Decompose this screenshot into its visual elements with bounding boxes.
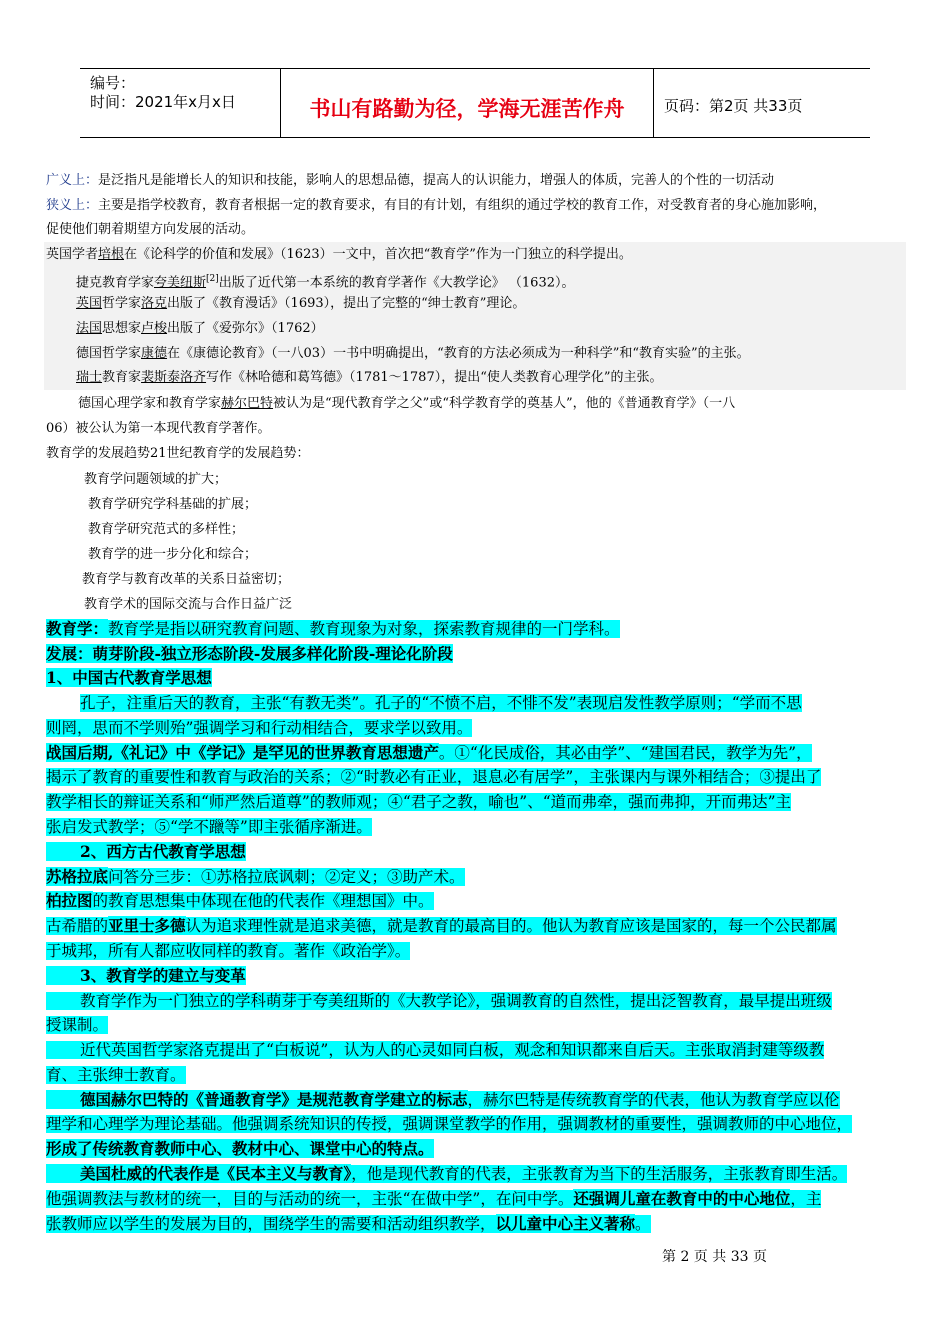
trend-item: 教育学研究范式的多样性； (88, 522, 245, 537)
paragraph-line: 授课制。 (46, 1016, 109, 1034)
development-stages: 发展：萌芽阶段-独立形态阶段-发展多样化阶段-理论化阶段 (46, 644, 453, 663)
broad-term: 广义上： (46, 173, 99, 188)
header-motto: 书山有路勤为径，学海无涯苦作舟 (309, 97, 625, 121)
section-heading-2: 2、西方古代教育学思想 (46, 841, 246, 863)
paragraph-line: 近代英国哲学家洛克提出了“白板说”，认为人的心灵如同白板，观念和知识都来自后天。主张取消封建等级教 (46, 1039, 824, 1061)
link-comenius[interactable]: 夸美纽斯 (154, 275, 207, 291)
trend-item: 教育学问题领域的扩大； (84, 472, 228, 487)
trend-item: 教育学术的国际交流与合作日益广泛 (84, 597, 293, 612)
link-rousseau[interactable]: 卢梭 (141, 321, 168, 336)
paragraph-line: 美国杜威的代表作是《民本主义与教育》，他是现代教育的代表，主张教育为当下的生活服务，主张教育即生活。 (46, 1163, 847, 1185)
history-rousseau: 法国思想家卢梭出版了《爱弥尔》（1762） (76, 321, 324, 336)
link-france[interactable]: 法国 (76, 321, 103, 336)
paragraph-line: 教学相长的辩证关系和“师严然后道尊”的教师观；④“君子之教，喻也”、“道而弗牵，强而弗抑，开而弗达”主 (46, 793, 792, 811)
history-comenius: 捷克教育学家夸美纽斯[2]出版了近代第一本系统的教育学著作《大教学论》 （1632）。 (76, 274, 575, 291)
link-bacon[interactable]: 培根 (98, 247, 125, 262)
history-pestalozzi: 瑞士教育家裴斯泰洛齐写作《林哈德和葛笃德》（1781～1787），提出“使人类教育心理学化”的主张。 (76, 370, 663, 385)
trend-item: 教育学研究学科基础的扩展； (88, 497, 258, 512)
paragraph-line: 他强调教法与教材的统一，目的与活动的统一，主张“在做中学”，在问中学。还强调儿童在教育中的中心地位，主 (46, 1189, 822, 1208)
header-meta-cell (80, 69, 281, 137)
section-heading-3: 3、教育学的建立与变革 (46, 965, 246, 987)
trend-item: 教育学与教育改革的关系日益密切； (82, 572, 291, 587)
paragraph-line: 战国后期,《礼记》中《学记》是罕见的世界教育思想遗产。①“化民成俗，其必由学”、“建国君民，教学为先”， (46, 743, 812, 762)
trends-title: 教育学的发展趋势21世纪教育学的发展趋势： (46, 446, 310, 461)
paragraph-line: 张启发式教学；⑤“学不躐等”即主张循序渐进。 (46, 818, 372, 836)
paragraph-line: 古希腊的亚里士多德认为追求理性就是追求美德，就是教育的最高目的。他认为教育应该是国家的，每一个公民都属 (46, 916, 837, 935)
link-pestalozzi[interactable]: 裴斯泰洛齐 (141, 370, 207, 385)
pedagogy-definition: 教育学：教育学是指以研究教育问题、教育现象为对象，探索教育规律的一门学科。 (46, 619, 620, 638)
narrow-text: 主要是指学校教育，教育者根据一定的教育要求，有目的有计划，有组织的通过学校的教育工作，对受教育者的身心施加影响， (98, 198, 827, 213)
paragraph-line: 苏格拉底问答分三步：①苏格拉底讽刺；②定义；③助产术。 (46, 867, 465, 886)
history-kant: 德国哲学家康德在《康德论教育》（一八03）一书中明确提出，“教育的方法必须成为一种科学”和“教育实验”的主张。 (76, 346, 750, 361)
paragraph-line: 形成了传统教育教师中心、教材中心、课堂中心的特点。 (46, 1139, 434, 1158)
paragraph-line: 教育学作为一门独立的学科萌芽于夸美纽斯的《大教学论》，强调教育的自然性，提出泛智教育，最早提出班级 (46, 990, 832, 1012)
header-page-number: 页码：第2页 共33页 (664, 97, 803, 115)
paragraph-line: 于城邦，所有人都应收同样的教育。著作《政治学》。 (46, 942, 411, 960)
paragraph-line: 育、主张绅士教育。 (46, 1066, 186, 1084)
header-motto-cell (281, 69, 654, 137)
doc-code-label: 编号： (90, 74, 136, 92)
header-page-cell (654, 69, 870, 137)
paragraph-line: 揭示了教育的重要性和教育与政治的关系；②“时教必有正业，退息必有居学”，主张课内与课外相结合；③提出了 (46, 768, 822, 786)
link-herbart[interactable]: 赫尔巴特 (221, 396, 274, 411)
history-bacon: 英国学者培根在《论科学的价值和发展》（1623）一文中，首次把“教育学”作为一门独立的科学提出。 (46, 247, 632, 262)
history-locke: 英国哲学家洛克出版了《教育漫话》（1693），提出了完整的“绅士教育”理论。 (76, 296, 526, 311)
history-herbart-cont: 06）被公认为第一本现代教育学著作。 (46, 421, 271, 436)
paragraph-line: 理学和心理学为理论基础。他强调系统知识的传授，强调课堂教学的作用，强调教材的重要性，强调教师的中心地位， (46, 1115, 853, 1133)
narrow-definition-cont: 促使他们朝着期望方向发展的活动。 (46, 222, 255, 237)
paragraph-line: 柏拉图的教育思想集中体现在他的代表作《理想国》中。 (46, 891, 434, 910)
paragraph-line: 则罔，思而不学则殆”强调学习和行动相结合，要求学以致用。 (46, 719, 473, 737)
broad-definition (46, 171, 774, 191)
link-locke[interactable]: 洛克 (141, 296, 168, 311)
trend-item: 教育学的进一步分化和综合； (88, 547, 258, 562)
footnote-ref[interactable]: [2] (206, 274, 219, 284)
paragraph-line: 德国赫尔巴特的《普通教育学》是规范教育学建立的标志，赫尔巴特是传统教育学的代表，他认为教育学应以伦 (46, 1089, 840, 1111)
paragraph-line: 张教师应以学生的发展为目的，围绕学生的需要和活动组织教学，以儿童中心主义著称。 (46, 1214, 651, 1233)
paragraph-line: 孔子，注重后天的教育，主张“有教无类”。孔子的“不愤不启，不悱不发”表现启发性教学原则；“学而不思 (80, 694, 802, 712)
page-footer: 第 2 页 共 33 页 (662, 1249, 767, 1265)
broad-text: 是泛指凡是能增长人的知识和技能，影响人的思想品德，提高人的认识能力，增强人的体质，完善人的个性的一切活动 (98, 173, 775, 188)
link-switzerland[interactable]: 瑞士 (76, 370, 103, 385)
page-header (80, 68, 870, 138)
narrow-definition (46, 196, 826, 216)
history-herbart: 德国心理学家和教育学家赫尔巴特被认为是“现代教育学之父”或“科学教育学的奠基人”，他的《普通教育学》（一八 (78, 396, 736, 411)
link-england[interactable]: 英国 (76, 296, 103, 311)
doc-time-label: 时间：2021年x月x日 (90, 93, 236, 111)
link-kant[interactable]: 康德 (141, 346, 168, 361)
narrow-term: 狭义上： (46, 198, 99, 213)
section-heading-1: 1、中国古代教育学思想 (46, 668, 212, 687)
